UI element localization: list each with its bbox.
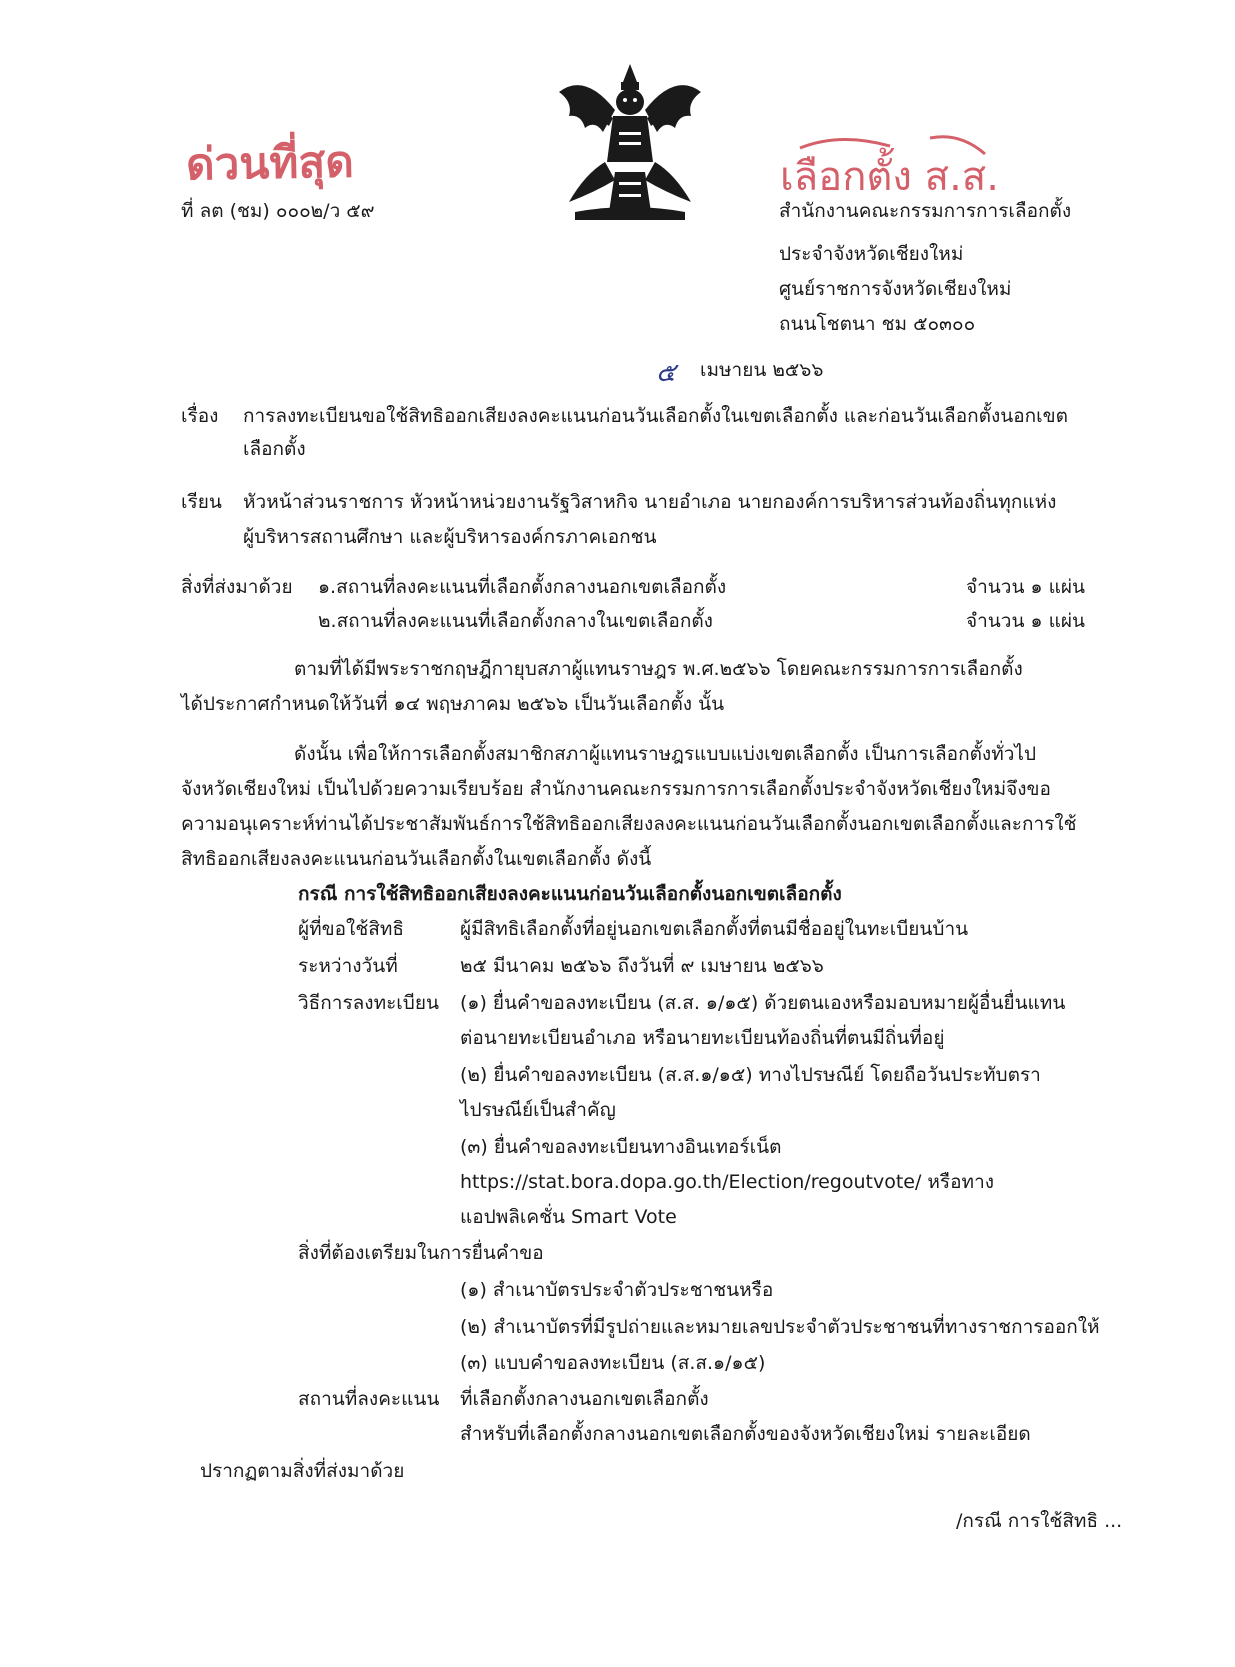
election-stamp: เลือกตั้ง ส.ส. [780,154,999,200]
subject-line-1: การลงทะเบียนขอใช้สิทธิออกเสียงลงคะแนนก่อนวันเลือกตั้งในเขตเลือกตั้ง และก่อนวันเลือกตั้งนอกเขต [243,405,1068,427]
org-line-4: ถนนโชตนา ชม ๕๐๓๐๐ [779,313,976,335]
method-line-2: ต่อนายทะเบียนอำเภอ หรือนายทะเบียนท้องถิ่นที่ตนมีถิ่นที่อยู่ [460,1027,945,1049]
method-line-5: (๓) ยื่นคำขอลงทะเบียนทางอินเทอร์เน็ต [460,1136,782,1158]
para2-line-2: จังหวัดเชียงใหม่ เป็นไปด้วยความเรียบร้อย สำนักงานคณะกรรมการการเลือกตั้งประจำจังหวัดเชียงใหม่จึงขอ [181,778,1051,800]
org-line-3: ศูนย์ราชการจังหวัดเชียงใหม่ [779,278,1012,300]
place-label: สถานที่ลงคะแนน [298,1388,440,1410]
period-label: ระหว่างวันที่ [298,955,398,977]
para2-line-3: ความอนุเคราะห์ท่านได้ประชาสัมพันธ์การใช้สิทธิออกเสียงลงคะแนนก่อนวันเลือกตั้งนอกเขตเลือกตั้งและการใช้ [181,813,1077,835]
enclosure-qty-1: จำนวน ๑ แผ่น [966,576,1085,598]
method-line-3: (๒) ยื่นคำขอลงทะเบียน (ส.ส.๑/๑๕) ทางไปรษณีย์ โดยถือวันประทับตรา [460,1064,1041,1086]
prepare-item-3: (๓) แบบคำขอลงทะเบียน (ส.ส.๑/๑๕) [460,1352,766,1374]
org-line-2: ประจำจังหวัดเชียงใหม่ [779,243,964,265]
applicant-value: ผู้มีสิทธิเลือกตั้งที่อยู่นอกเขตเลือกตั้งที่ตนมีชื่ออยู่ในทะเบียนบ้าน [460,918,969,940]
case-heading: กรณี การใช้สิทธิออกเสียงลงคะแนนก่อนวันเลือกตั้งนอกเขตเลือกตั้ง [298,883,842,905]
garuda-emblem-icon [555,62,705,222]
para2-line-4: สิทธิออกเสียงลงคะแนนก่อนวันเลือกตั้งในเขตเลือกตั้ง ดังนี้ [181,848,652,870]
date-month-year: เมษายน ๒๕๖๖ [700,359,824,381]
method-label: วิธีการลงทะเบียน [298,992,439,1014]
para1-line-1: ตามที่ได้มีพระราชกฤษฎีกายุบสภาผู้แทนราษฎร พ.ศ.๒๕๖๖ โดยคณะกรรมการการเลือกตั้ง [294,658,1023,680]
to-line-2: ผู้บริหารสถานศึกษา และผู้บริหารองค์กรภาคเอกชน [243,526,657,548]
place-line-2: สำหรับที่เลือกตั้งกลางนอกเขตเลือกตั้งของจังหวัดเชียงใหม่ รายละเอียด [460,1423,1031,1445]
method-line-4: ไปรษณีย์เป็นสำคัญ [460,1099,616,1121]
enclosure-label: สิ่งที่ส่งมาด้วย [181,576,293,598]
urgent-stamp: ด่วนที่สุด [185,136,355,191]
stamp-swash-icon [780,128,990,158]
subject-line-2: เลือกตั้ง [243,438,306,460]
para2-line-1: ดังนั้น เพื่อให้การเลือกตั้งสมาชิกสภาผู้แทนราษฎรแบบแบ่งเขตเลือกตั้ง เป็นการเลือกตั้งทั่วไป [294,743,1037,765]
enclosure-qty-2: จำนวน ๑ แผ่น [966,610,1085,632]
registration-url[interactable]: https://stat.bora.dopa.go.th/Election/regoutvote/ หรือทาง [460,1171,995,1193]
place-value: ที่เลือกตั้งกลางนอกเขตเลือกตั้ง [460,1388,709,1410]
to-label: เรียน [181,491,222,513]
prepare-item-2: (๒) สำเนาบัตรที่มีรูปถ่ายและหมายเลขประจำตัวประชาชนที่ทางราชการออกให้ [460,1316,1100,1338]
prepare-item-1: (๑) สำเนาบัตรประจำตัวประชาชนหรือ [460,1279,774,1301]
para1-line-2: ได้ประกาศกำหนดให้วันที่ ๑๔ พฤษภาคม ๒๕๖๖ เป็นวันเลือกตั้ง นั้น [181,693,725,715]
document-number: ที่ ลต (ชม) ๐๐๐๒/ว ๕๙ [181,200,375,222]
enclosure-item-1: ๑.สถานที่ลงคะแนนที่เลือกตั้งกลางนอกเขตเลือกตั้ง [318,576,727,598]
method-line-1: (๑) ยื่นคำขอลงทะเบียน (ส.ส. ๑/๑๕) ด้วยตนเองหรือมอบหมายผู้อื่นยื่นแทน [460,992,1066,1014]
method-line-7: แอปพลิเคชั่น Smart Vote [460,1206,677,1228]
to-line-1: หัวหน้าส่วนราชการ หัวหน้าหน่วยงานรัฐวิสาหกิจ นายอำเภอ นายกองค์การบริหารส่วนท้องถิ่นทุกแห่ง [243,491,1057,513]
continued-note: /กรณี การใช้สิทธิ ... [956,1510,1123,1532]
period-value: ๒๕ มีนาคม ๒๕๖๖ ถึงวันที่ ๙ เมษายน ๒๕๖๖ [460,955,824,977]
subject-label: เรื่อง [181,405,219,427]
enclosure-item-2: ๒.สถานที่ลงคะแนนที่เลือกตั้งกลางในเขตเลือกตั้ง [318,610,713,632]
applicant-label: ผู้ที่ขอใช้สิทธิ [298,918,404,940]
prepare-label: สิ่งที่ต้องเตรียมในการยื่นคำขอ [298,1242,544,1264]
place-line-3: ปรากฏตามสิ่งที่ส่งมาด้วย [200,1460,405,1482]
org-line-1: สำนักงานคณะกรรมการการเลือกตั้ง [779,200,1072,222]
date-day: ๕ [656,358,676,388]
